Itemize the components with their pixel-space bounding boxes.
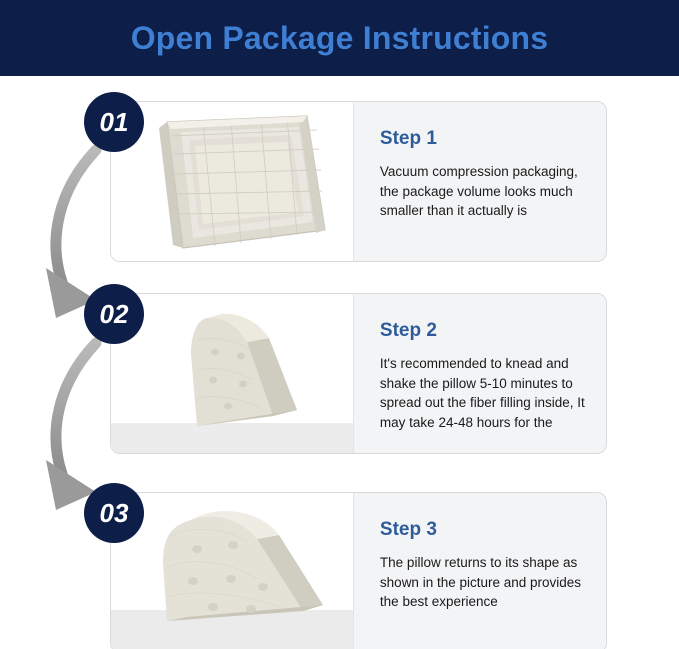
step-1-title: Step 1 — [379, 128, 437, 149]
curved-down-arrow-1 — [46, 150, 96, 318]
step-3-title: Step 3 — [379, 519, 437, 540]
step-1-body: Vacuum compression packaging, the package volume looks much smaller than it actually is — [379, 164, 578, 219]
page-title: Open Package Instructions — [130, 19, 549, 56]
vacuum-sealed-pillow-photo — [111, 102, 353, 261]
header-banner — [0, 0, 679, 76]
step-badge-2: 02 — [84, 284, 144, 344]
step-card-2 — [110, 293, 607, 454]
step-1-image — [111, 102, 353, 261]
curved-down-arrow-2 — [46, 343, 96, 510]
step-3-image — [111, 493, 353, 649]
fully-expanded-wedge-pillow-photo — [111, 493, 353, 649]
step-card-3 — [110, 492, 607, 649]
step-2-text-pane — [353, 294, 606, 453]
step-3-body: The pillow returns to its shape as shown in the picture and provides the best experience — [379, 555, 582, 610]
step-2-title: Step 2 — [379, 320, 437, 341]
step-3-text-pane — [353, 493, 606, 649]
step-badge-3: 03 — [84, 483, 144, 543]
step-2-body: It's recommended to knead and shake the pillow 5-10 minutes to spread out the fiber filling inside, It may take 24-48 hours for the — [379, 356, 585, 430]
step-2-image — [111, 294, 353, 453]
step-card-1 — [110, 101, 607, 262]
step-1-text-pane — [353, 102, 606, 261]
partially-expanded-wedge-pillow-photo — [111, 294, 353, 453]
step-badge-1: 01 — [84, 92, 144, 152]
